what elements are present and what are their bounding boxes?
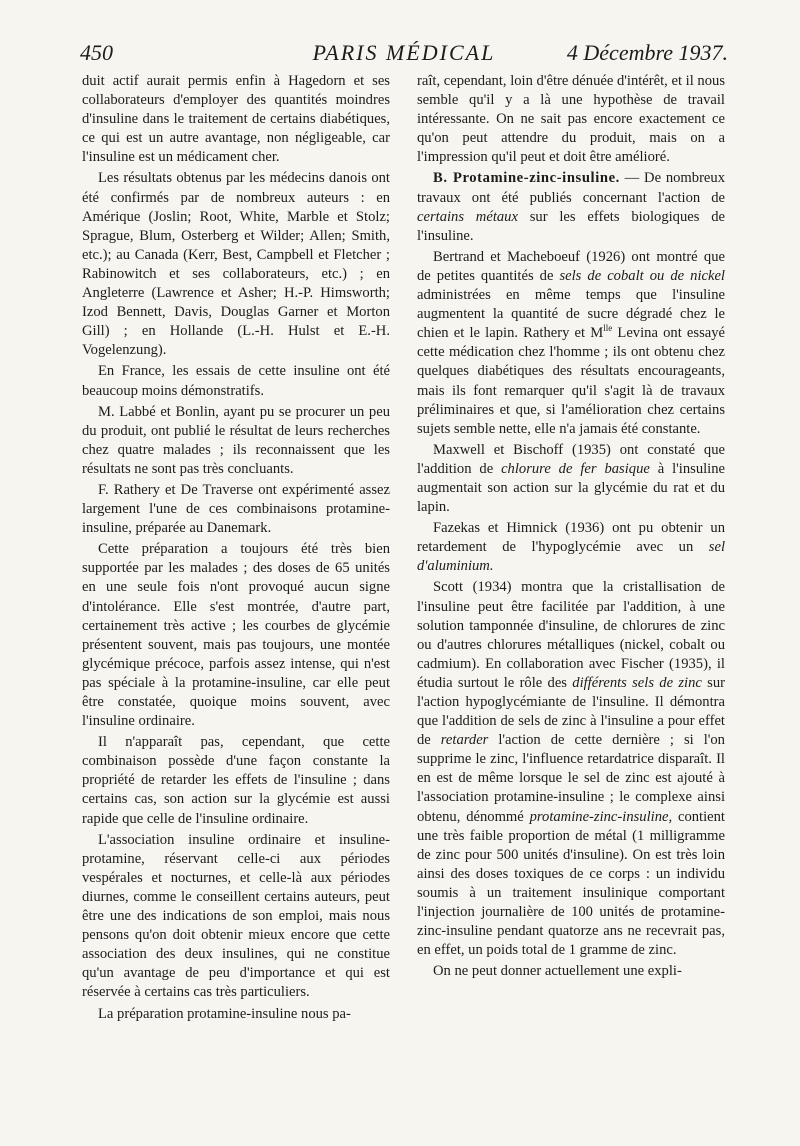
- paragraph: Fazekas et Himnick (1936) ont pu obtenir un retardement de l'hypoglycémie avec un sel d'aluminium.: [417, 520, 725, 575]
- paragraph: On ne peut donner actuellement une expli-: [433, 963, 682, 980]
- paragraph: Les résultats obtenus par les médecins danois ont été confirmés par de nombreux auteurs : en Amérique (Joslin; Root, White, Marble et Stolz; Sprague, Blum, Osterberg et Wilder; Allen; Smith, etc.); au Canada (Kerr, Best, Campbell et Fletcher ; Rabinowitch et ses collaborateurs, etc.) ; en Angleterre (Lawrence et Asher; H.-P. Himsworth; Izod Bennett, Davis, Douglas Garner et Morton Gill) ; en Hollande (L.-H. Hulst et E.-H. Vogelenzung).: [82, 170, 390, 359]
- paragraph: M. Labbé et Bonlin, ayant pu se procurer un peu du produit, ont publié le résultat de leurs recherches chez quatre malades ; ils reconnaissent que les résultats ne sont pas très concluants.: [82, 403, 390, 477]
- paragraph: Cette préparation a toujours été très bien supportée par les malades ; des doses de 65 unités en une seule fois n'ont provoqué aucun signe d'intolérance. Elle s'est montrée, d'autre part, certainement très active ; les courbes de glycémie présentent souvent, mais pas toujours, une montée glycémique précoce, parfois assez intense, qui n'est pas spéciale à la protamine-insuline, car elle peut être constatée, quoique moins souvent, avec l'insuline ordinaire.: [82, 541, 390, 730]
- running-header: [80, 40, 728, 72]
- section-heading: B. Protamine-zinc-insuline.: [433, 170, 620, 187]
- paragraph: Bertrand et Macheboeuf (1926) ont montré que de petites quantités de sels de cobalt ou de nickel administrées en même temps que l'insuline augmentent la quantité de sucre dégradé chez le chien et le lapin. Rathery et $M^{lle}$ Levina ont essayé cette médication chez l'homme ; ils ont obtenu chez quelques diabétiques des résultats encourageants, mais ils font remarquer qu'il s'agit là de travaux préliminaires et que, si l'amélioration chez certains sujets semble nette, elle n'a jamais été constante.: [417, 248, 726, 437]
- paragraph: duit actif aurait permis enfin à Hagedorn et ses collaborateurs d'employer des quantités moindres d'insuline dans le traitement de certains diabétiques, ce qui est un autre avantage, non négligeable, car l'insuline est un médicament cher.: [82, 73, 390, 166]
- page-number: 450: [80, 40, 113, 65]
- section-paragraph: B. Protamine-zinc-insuline. — De nombreux travaux ont été publiés concernant l'action de certains métaux sur les effets biologiques de l'insuline.: [417, 170, 725, 244]
- paragraph: raît, cependant, loin d'être dénuée d'intérêt, et il nous semble qu'il y a là une hypothèse de travail intéressante. On ne sait pas encore exactement ce qu'on peut attendre du produit, mais on a l'impression qu'il peut et doit être amélioré.: [417, 73, 725, 166]
- paragraph: Il n'apparaît pas, cependant, que cette combinaison possède d'une façon constante la propriété de retarder les effets de l'insuline ; dans certains cas, son action sur la glycémie est aussi rapide que celle de l'insuline ordinaire.: [82, 734, 390, 827]
- paragraph: Maxwell et Bischoff (1935) ont constaté que l'addition de chlorure de fer basique à l'insuline augmentait son action sur la glycémie du rat et du lapin.: [417, 441, 726, 516]
- paragraph: Scott (1934) montra que la cristallisation de l'insuline peut être facilitée par l'addition, à une solution tamponnée d'insuline, de chlorures de zinc ou d'autres chlorures métalliques (nickel, cobalt ou cadmium). En collaboration avec Fischer (1935), il étudia surtout le rôle des différents sels de zinc sur l'action hypoglycémiante de l'insuline. Il démontra que l'addition de sels de zinc à l'insuline a pour effet de retarder l'action de cette dernière ; si l'on supprime le zinc, l'influence retardatrice disparaît. Il en est de même lorsque le sel de zinc est ajouté à l'association protamine-insuline ; le complexe ainsi obtenu, dénommé protamine-zinc-insuline, contient une très faible proportion de métal (1 milligramme de zinc pour 500 unités d'insuline). On est très loin ainsi des doses toxiques de ce corps : un individu soumis à un traitement insulinique comportant l'injection journalière de 100 unités de protamine-zinc-insuline pendant quatorze ans ne recevrait pas, en effet, un poids total de 1 gramme de zinc.: [417, 579, 725, 959]
- left-column: [82, 72, 390, 1026]
- right-column: [417, 72, 725, 983]
- issue-date: 4 Décembre 1937.: [566, 40, 728, 65]
- paragraph: La préparation protamine-insuline nous pa-: [98, 1005, 351, 1022]
- paragraph: L'association insuline ordinaire et insuline-protamine, réservant celle-ci aux périodes vespérales et nocturnes, et celle-là aux périodes diurnes, comme le conseillent certains auteurs, peut être une des indications de son emploi, mais nous pensons qu'on doit obtenir mieux encore que cette association des deux insulines, qui ne constitue qu'un avantage de peu d'importance et qui est réservée à certains cas très particuliers.: [82, 831, 390, 1001]
- paragraph: En France, les essais de cette insuline ont été beaucoup moins démonstratifs.: [82, 363, 390, 399]
- journal-title: PARIS MÉDICAL: [312, 40, 496, 65]
- paragraph: F. Rathery et De Traverse ont expérimenté assez largement l'une de ces combinaisons protamine-insuline, préparée au Danemark.: [82, 481, 390, 537]
